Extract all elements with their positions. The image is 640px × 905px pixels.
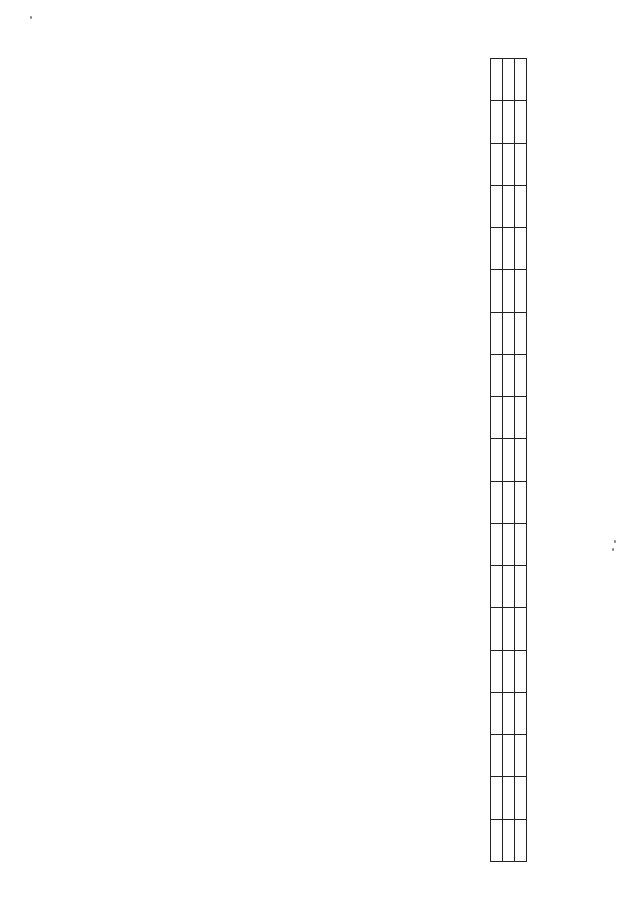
title-line-2 — [167, 270, 175, 650]
document-title-block — [150, 270, 192, 650]
table-cell — [491, 143, 503, 185]
body-paragraph — [536, 58, 544, 862]
table-cell — [491, 312, 503, 354]
body-paragraph — [322, 58, 330, 862]
table-cell — [503, 228, 515, 270]
table-cell — [515, 397, 527, 439]
table-cell — [491, 59, 503, 102]
body-paragraph — [314, 58, 322, 862]
table-cell — [515, 439, 527, 481]
scan-mark — [612, 548, 614, 551]
table-cell — [503, 439, 515, 481]
table-cell — [491, 777, 503, 819]
table-cell — [503, 355, 515, 397]
table-cell — [503, 101, 515, 143]
body-paragraph — [249, 58, 257, 862]
table-cell — [503, 693, 515, 735]
body-paragraph — [544, 58, 552, 862]
table-cell — [491, 101, 503, 143]
body-paragraph — [474, 58, 482, 862]
body-paragraph — [449, 58, 457, 862]
title-line-1 — [158, 270, 166, 650]
body-paragraph — [359, 58, 367, 862]
table-cell — [491, 608, 503, 650]
table-cell — [515, 355, 527, 397]
table-cell — [491, 566, 503, 608]
body-paragraph — [528, 58, 536, 862]
table-cell — [491, 186, 503, 228]
table-cell — [503, 777, 515, 819]
body-paragraph — [351, 58, 359, 862]
table-cell — [503, 397, 515, 439]
table-cell — [503, 270, 515, 312]
scan-mark — [614, 540, 616, 543]
table-cell — [515, 186, 527, 228]
table-cell — [503, 735, 515, 777]
body-paragraph — [241, 58, 249, 862]
table-cell — [491, 481, 503, 523]
table-cell — [503, 608, 515, 650]
body-paragraph — [465, 58, 473, 862]
body-paragraph — [421, 58, 429, 862]
table-cell — [515, 228, 527, 270]
table-cell — [503, 650, 515, 692]
appendix-header — [64, 58, 89, 248]
body-paragraph — [216, 58, 224, 862]
table-cell — [503, 481, 515, 523]
table-cell — [503, 524, 515, 566]
document-title — [150, 270, 158, 650]
scan-mark — [30, 16, 32, 19]
body-paragraph — [404, 58, 412, 862]
decree-date-line — [81, 58, 89, 248]
table-cell — [515, 650, 527, 692]
table-cell — [515, 566, 527, 608]
body-paragraph — [429, 58, 437, 862]
body-paragraph — [376, 58, 384, 862]
table-row — [491, 59, 503, 862]
table-cell — [515, 524, 527, 566]
body-paragraph — [331, 58, 339, 862]
table-row — [503, 59, 515, 862]
table-cell — [515, 59, 527, 102]
table-cell — [503, 186, 515, 228]
table-cell — [515, 693, 527, 735]
table-cell — [515, 819, 527, 861]
document-body — [208, 58, 498, 862]
body-paragraph — [233, 58, 241, 862]
title-line-3 — [175, 270, 183, 650]
body-paragraph — [553, 58, 561, 862]
table-cell — [491, 693, 503, 735]
body-paragraph — [269, 58, 277, 862]
rotated-sheet — [50, 40, 590, 880]
body-paragraph — [278, 58, 286, 862]
table-cell — [515, 143, 527, 185]
table-cell — [515, 481, 527, 523]
appendix-label — [64, 58, 72, 248]
table-cell — [491, 270, 503, 312]
table-cell — [491, 228, 503, 270]
table-cell — [491, 735, 503, 777]
table-cell — [503, 143, 515, 185]
body-paragraph — [561, 58, 569, 862]
table-cell — [503, 566, 515, 608]
body-paragraph — [257, 58, 265, 862]
table-cell — [515, 101, 527, 143]
body-paragraph — [437, 58, 445, 862]
title-line-4 — [184, 270, 192, 650]
body-paragraph — [339, 58, 347, 862]
body-paragraph — [367, 58, 375, 862]
table-cell — [491, 397, 503, 439]
body-paragraph — [224, 58, 232, 862]
table-cell — [491, 439, 503, 481]
body-paragraph — [384, 58, 392, 862]
table-cell — [515, 270, 527, 312]
body-paragraph — [396, 58, 404, 862]
program-table — [490, 58, 527, 862]
table-cell — [515, 608, 527, 650]
body-paragraph — [482, 58, 490, 862]
decree-reference — [72, 58, 80, 248]
body-paragraph — [294, 58, 302, 862]
table-cell — [503, 312, 515, 354]
body-paragraph — [286, 58, 294, 862]
table-cell — [503, 59, 515, 102]
table-cell — [515, 312, 527, 354]
table-cell — [491, 819, 503, 861]
post-table-text — [528, 58, 569, 862]
body-paragraph — [208, 58, 216, 862]
table-row — [515, 59, 527, 862]
table-cell — [491, 524, 503, 566]
body-paragraph — [306, 58, 314, 862]
table-cell — [503, 819, 515, 861]
table-cell — [491, 355, 503, 397]
table-cell — [515, 735, 527, 777]
table-cell — [491, 650, 503, 692]
body-paragraph — [412, 58, 420, 862]
table-cell — [515, 777, 527, 819]
body-paragraph — [457, 58, 465, 862]
